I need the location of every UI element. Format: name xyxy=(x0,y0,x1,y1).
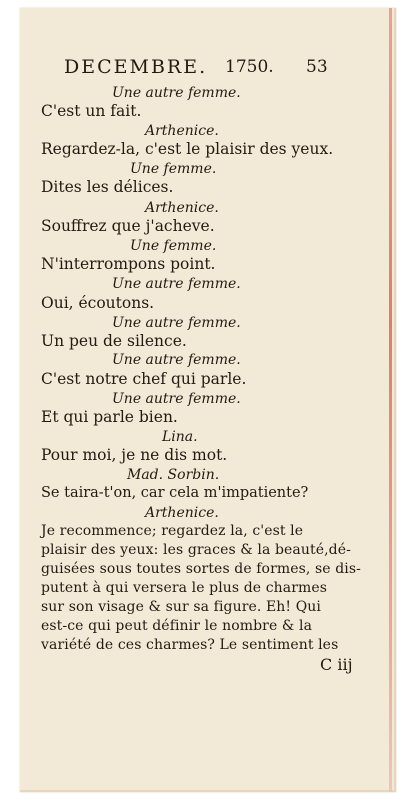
paragraph-line: variété de ces charmes? Le sentiment les xyxy=(41,637,339,653)
dialogue-line: Et qui parle bien. xyxy=(41,408,178,426)
speaker-label: Une femme. xyxy=(130,161,217,177)
paragraph-line: Je recommence; regardez la, c'est le xyxy=(41,523,304,539)
paragraph-line: putent à qui versera le plus de charmes xyxy=(41,580,328,596)
speaker-label: Une autre femme. xyxy=(112,85,241,101)
dialogue-line: Dites les délices. xyxy=(41,178,174,196)
paragraph-line: plaisir des yeux: les graces & la beauté,dé- xyxy=(41,542,351,558)
dialogue-line: N'interrompons point. xyxy=(41,255,216,273)
speaker-label: Une autre femme. xyxy=(112,391,241,407)
dialogue-line: Se taira-t'on, car cela m'impatiente? xyxy=(41,485,309,501)
speaker-label: Mad. Sorbin. xyxy=(127,467,220,483)
page-edge xyxy=(389,8,392,792)
speaker-label: Arthenice. xyxy=(145,505,219,521)
speaker-label: Arthenice. xyxy=(145,123,219,139)
signature-mark: C iij xyxy=(320,655,353,674)
running-header-year: 1750. xyxy=(225,57,274,77)
dialogue-line: C'est notre chef qui parle. xyxy=(41,370,247,388)
book-page xyxy=(20,8,396,792)
running-header-month: DECEMBRE. xyxy=(64,56,208,78)
speaker-label: Une autre femme. xyxy=(112,315,241,331)
speaker-label: Une femme. xyxy=(130,238,217,254)
paragraph-line: sur son visage & sur sa figure. Eh! Qui xyxy=(41,599,321,615)
paragraph-line: guisées sous toutes sortes de formes, se dis- xyxy=(41,561,361,577)
dialogue-line: C'est un fait. xyxy=(41,102,142,120)
page-number: 53 xyxy=(306,57,328,77)
dialogue-line: Oui, écoutons. xyxy=(41,294,155,312)
speaker-label: Une autre femme. xyxy=(112,352,241,368)
dialogue-line: Pour moi, je ne dis mot. xyxy=(41,446,228,464)
paragraph-line: est-ce qui peut définir le nombre & la xyxy=(41,618,313,634)
dialogue-line: Regardez-la, c'est le plaisir des yeux. xyxy=(41,140,334,158)
speaker-label: Arthenice. xyxy=(145,200,219,216)
speaker-label: Lina. xyxy=(162,429,198,445)
speaker-label: Une autre femme. xyxy=(112,276,241,292)
dialogue-line: Un peu de silence. xyxy=(41,332,187,350)
dialogue-line: Souffrez que j'acheve. xyxy=(41,217,215,235)
